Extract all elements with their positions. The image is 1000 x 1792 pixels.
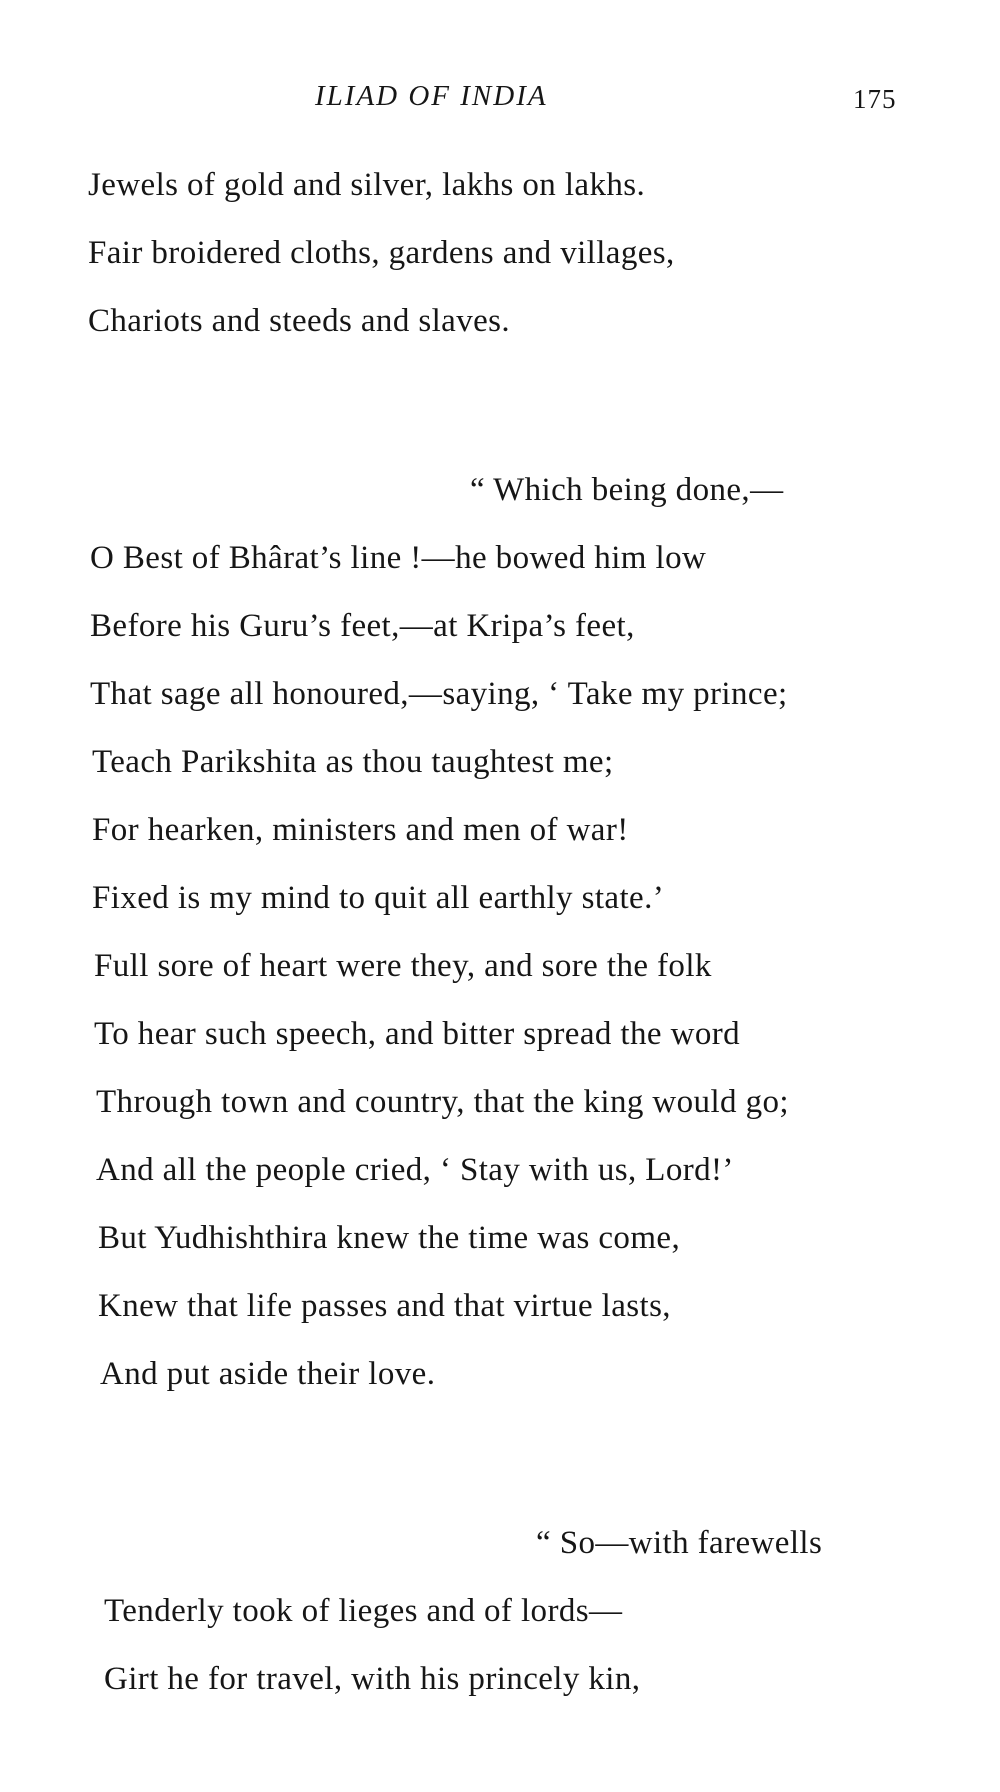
verse-line: Before his Guru’s feet,—at Kripa’s feet,	[90, 608, 635, 644]
verse-line: To hear such speech, and bitter spread the word	[94, 1016, 741, 1052]
verse-line: Girt he for travel, with his princely kin,	[104, 1661, 641, 1697]
verse-line: Jewels of gold and silver, lakhs on lakhs.	[88, 167, 646, 203]
verse-line-indented: “ Which being done,—	[470, 472, 784, 508]
page-number: 175	[853, 84, 897, 114]
running-head	[0, 80, 1000, 120]
verse-line: Chariots and steeds and slaves.	[88, 303, 511, 339]
running-title: ILIAD OF INDIA	[315, 80, 548, 112]
verse-line: Tenderly took of lieges and of lords—	[104, 1593, 623, 1629]
verse-line: Knew that life passes and that virtue lasts,	[98, 1288, 671, 1324]
verse-line: And put aside their love.	[100, 1356, 436, 1392]
verse-line: Teach Parikshita as thou taughtest me;	[92, 744, 614, 780]
verse-line: And all the people cried, ‘ Stay with us, Lord!’	[96, 1152, 734, 1188]
verse-line-indented: “ So—with farewells	[536, 1525, 823, 1561]
verse-line: Through town and country, that the king would go;	[96, 1084, 789, 1120]
verse-line: But Yudhishthira knew the time was come,	[98, 1220, 681, 1256]
verse-line: That sage all honoured,—saying, ‘ Take my prince;	[90, 676, 788, 712]
verse-line: Full sore of heart were they, and sore the folk	[94, 948, 712, 984]
verse-line: Fixed is my mind to quit all earthly state.’	[92, 880, 665, 916]
verse-line: Fair broidered cloths, gardens and villages,	[88, 235, 675, 271]
verse-line: O Best of Bhârat’s line !—he bowed him low	[90, 540, 707, 576]
verse-line: For hearken, ministers and men of war!	[92, 812, 629, 848]
